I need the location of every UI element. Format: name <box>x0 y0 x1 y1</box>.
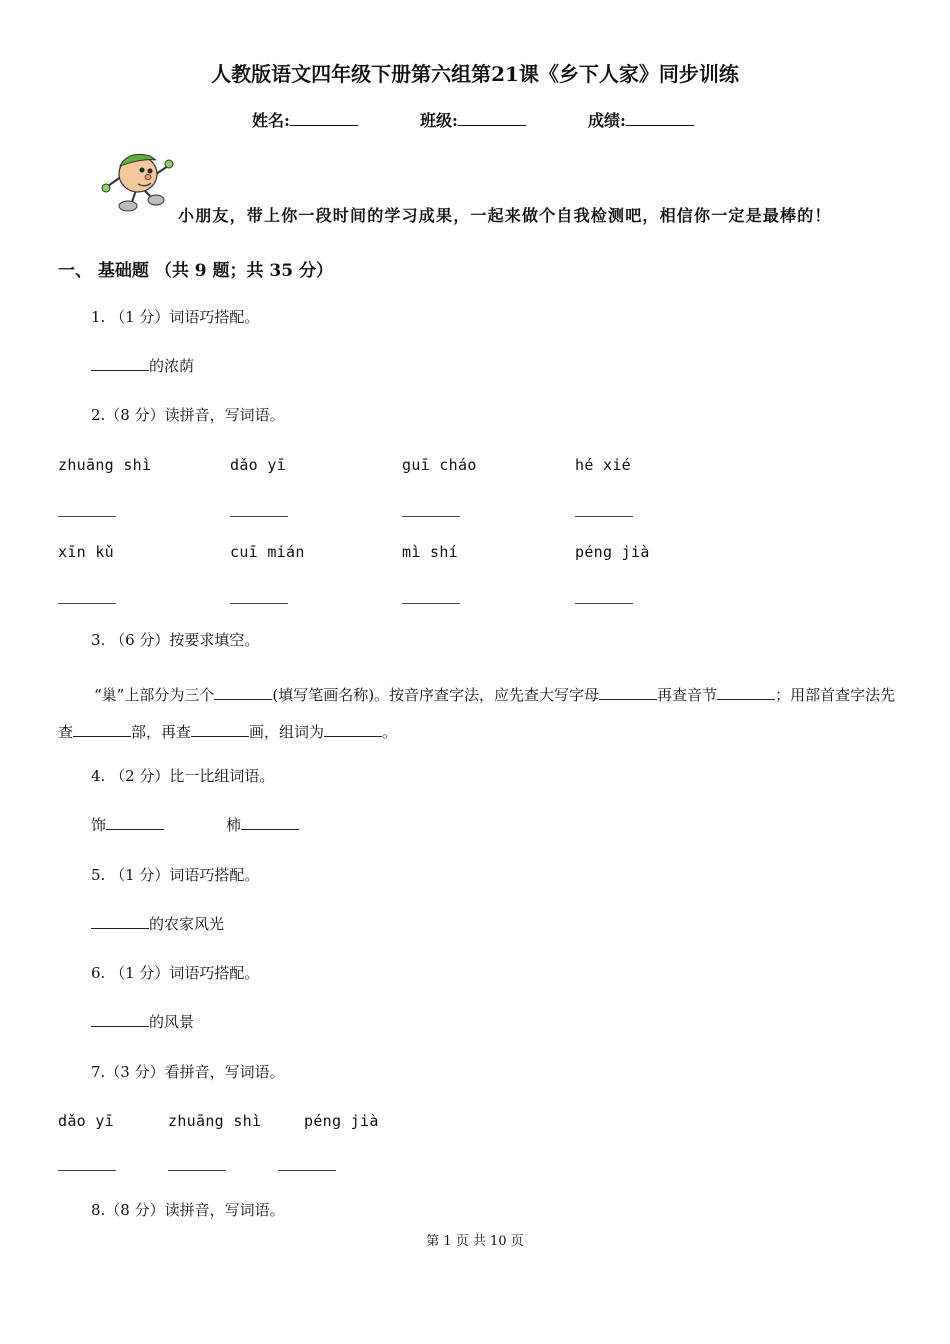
pinyin-item: zhuāng shì <box>168 1112 262 1130</box>
question-4-item-1 <box>91 814 164 835</box>
question-1-answer <box>91 355 194 376</box>
pinyin-item: dǎo yī <box>58 1112 114 1130</box>
score-label: 成绩: <box>588 111 626 130</box>
compare-char: 饰 <box>91 816 107 834</box>
answer-blank[interactable] <box>717 685 775 700</box>
pinyin-item: guī cháo <box>402 456 477 474</box>
question-8-stem: 8.（8 分）读拼音，写词语。 <box>91 1201 285 1219</box>
pinyin-item: xīn kǔ <box>58 543 114 561</box>
score-blank[interactable] <box>626 111 694 126</box>
section-title: 一、 基础题 （共 9 题；共 35 分） <box>58 261 333 281</box>
q3-text: ；用部首查字法先查 <box>58 686 896 741</box>
question-7-stem: 7.（3 分）看拼音，写词语。 <box>91 1063 285 1081</box>
name-blank[interactable] <box>290 111 358 126</box>
question-6-suffix: 的风景 <box>149 1013 195 1031</box>
page-title: 人教版语文四年级下册第六组第21课《乡下人家》同步训练 <box>211 62 739 86</box>
question-4-item-2 <box>226 814 299 835</box>
answer-blank[interactable] <box>191 722 249 737</box>
class-field <box>420 108 526 131</box>
name-label: 姓名: <box>252 111 290 130</box>
name-field <box>252 108 358 131</box>
question-3-stem: 3. （6 分）按要求填空。 <box>91 631 260 649</box>
q3-text: “巢”上部分为三个 <box>94 686 215 704</box>
compare-char: 柿 <box>226 816 242 834</box>
class-blank[interactable] <box>458 111 526 126</box>
question-6-answer <box>91 1011 194 1032</box>
answer-line[interactable] <box>230 516 288 517</box>
question-5-stem: 5. （1 分）词语巧搭配。 <box>91 866 260 884</box>
question-5-answer <box>91 913 224 934</box>
pinyin-item: péng jià <box>304 1112 379 1130</box>
q3-text: 再查音节 <box>657 686 718 704</box>
answer-line[interactable] <box>58 603 116 604</box>
class-label: 班级: <box>420 111 458 130</box>
answer-blank[interactable] <box>106 815 164 830</box>
pinyin-item: cuī mián <box>230 543 305 561</box>
q3-text: 部，再查 <box>131 723 192 741</box>
cartoon-mascot-icon <box>98 146 178 216</box>
question-5-suffix: 的农家风光 <box>149 915 225 933</box>
question-2-stem: 2.（8 分）读拼音，写词语。 <box>91 406 285 424</box>
pinyin-item: zhuāng shì <box>58 456 152 474</box>
answer-blank[interactable] <box>91 356 149 371</box>
q3-text: 。 <box>382 723 398 741</box>
answer-line[interactable] <box>168 1170 226 1171</box>
answer-line[interactable] <box>278 1170 336 1171</box>
question-1-stem: 1. （1 分）词语巧搭配。 <box>91 308 260 326</box>
question-3-paragraph <box>58 677 898 751</box>
answer-blank[interactable] <box>73 722 131 737</box>
pinyin-item: hé xié <box>575 456 631 474</box>
answer-blank[interactable] <box>91 914 149 929</box>
answer-blank[interactable] <box>241 815 299 830</box>
answer-blank[interactable] <box>324 722 382 737</box>
answer-line[interactable] <box>58 516 116 517</box>
q3-text: 画，组词为 <box>249 723 325 741</box>
answer-blank[interactable] <box>91 1012 149 1027</box>
answer-line[interactable] <box>230 603 288 604</box>
pinyin-item: mì shí <box>402 543 458 561</box>
intro-text: 小朋友，带上你一段时间的学习成果，一起来做个自我检测吧，相信你一定是最棒的！ <box>178 206 832 225</box>
answer-line[interactable] <box>402 516 460 517</box>
answer-line[interactable] <box>575 603 633 604</box>
question-1-suffix: 的浓荫 <box>149 357 195 375</box>
page-footer: 第 1 页 共 10 页 <box>426 1234 524 1249</box>
answer-blank[interactable] <box>214 685 272 700</box>
answer-blank[interactable] <box>599 685 657 700</box>
q3-text: (填写笔画名称)。按音序查字法，应先查大写字母 <box>272 686 600 704</box>
answer-line[interactable] <box>575 516 633 517</box>
answer-line[interactable] <box>402 603 460 604</box>
pinyin-item: péng jià <box>575 543 650 561</box>
pinyin-item: dǎo yī <box>230 456 286 474</box>
question-4-stem: 4. （2 分）比一比组词语。 <box>91 767 275 785</box>
score-field <box>588 108 694 131</box>
question-6-stem: 6. （1 分）词语巧搭配。 <box>91 964 260 982</box>
answer-line[interactable] <box>58 1170 116 1171</box>
